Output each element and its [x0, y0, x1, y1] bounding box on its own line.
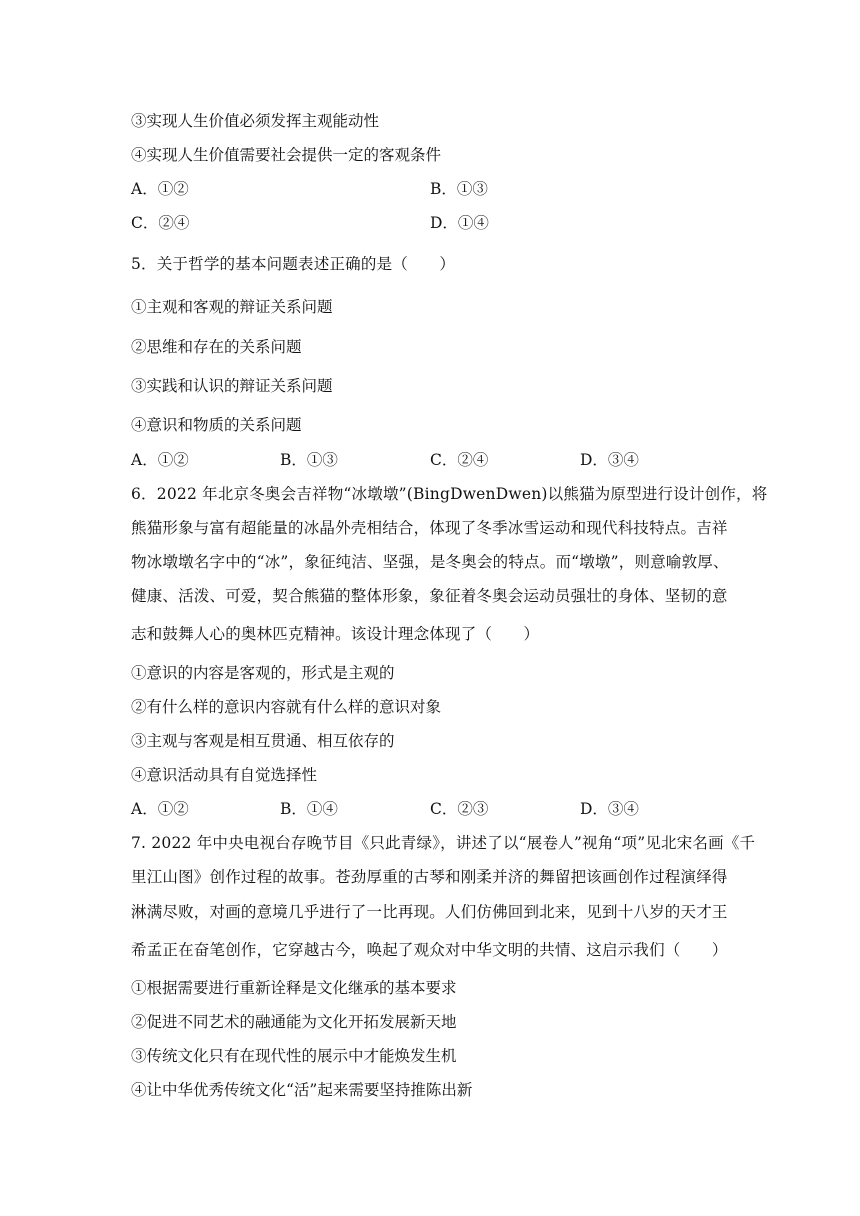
q4-option-c: C．②④ [131, 214, 190, 232]
q4-option-a: A．①② [131, 180, 189, 198]
q6-option-d: D．③④ [580, 800, 639, 818]
q6-item-4: ④意识活动具有自觉选择性 [131, 766, 318, 784]
q6-stem-line: 熊猫形象与富有超能量的冰晶外壳相结合，体现了冬季冰雪运动和现代科技特点。吉祥 [131, 519, 728, 537]
q7-item-4: ④让中华优秀传统文化“活”起来需要坚持推陈出新 [131, 1081, 473, 1099]
q6-option-a: A．①② [131, 800, 189, 818]
q5-option-c: C．②④ [430, 451, 489, 469]
q4-option-b: B．①③ [430, 180, 488, 198]
q7-stem-line: 希孟正在奋笔创作，它穿越古今，唤起了观众对中华文明的共情、这启示我们（ ） [131, 941, 728, 959]
q5-stem: 5．关于哲学的基本问题表述正确的是（ ） [131, 255, 456, 273]
q5-item-4: ④意识和物质的关系问题 [131, 416, 302, 434]
q7-stem-line: 里江山图》创作过程的故事。苍劲厚重的古琴和刚柔并济的舞留把该画创作过程演绎得 [131, 868, 728, 886]
q6-option-b: B．①④ [280, 800, 338, 818]
q6-stem-line: 健康、活泼、可爱，契合熊猫的整体形象，象征着冬奥会运动员强壮的身体、坚韧的意 [131, 587, 728, 605]
q5-item-3: ③实践和认识的辩证关系问题 [131, 377, 333, 395]
q6-item-2: ②有什么样的意识内容就有什么样的意识对象 [131, 698, 442, 716]
q6-item-3: ③主观与客观是相互贯通、相互依存的 [131, 732, 395, 750]
q5-option-a: A．①② [131, 451, 189, 469]
q7-item-1: ①根据需要进行重新诠释是文化继承的基本要求 [131, 979, 457, 997]
q6-stem-line: 物冰墩墩名字中的“冰”，象征纯洁、坚强，是冬奥会的特点。而“墩墩”，则意喻敦厚、 [131, 553, 729, 571]
q4-item-4: ④实现人生价值需要社会提供一定的客观条件 [131, 146, 442, 164]
q6-stem-line: 6．2022 年北京冬奥会吉祥物“冰墩墩”(BingDwenDwen)以熊猫为原型进行设计创作，将 [131, 485, 768, 503]
q5-option-b: B．①③ [280, 451, 338, 469]
q5-item-1: ①主观和客观的辩证关系问题 [131, 298, 333, 316]
q4-item-3: ③实现人生价值必须发挥主观能动性 [131, 112, 380, 130]
q6-item-1: ①意识的内容是客观的，形式是主观的 [131, 664, 395, 682]
q7-item-3: ③传统文化只有在现代性的展示中才能焕发生机 [131, 1047, 457, 1065]
q7-stem-line: 7. 2022 年中央电视台存晚节目《只此青绿》，讲述了以“展卷人”视角“项”见北宋名画《千 [131, 834, 756, 852]
q7-stem-line: 淋满尽败，对画的意境几乎进行了一比再现。人们仿佛回到北来，见到十八岁的天才王 [131, 903, 728, 921]
q7-item-2: ②促进不同艺术的融通能为文化开拓发展新天地 [131, 1013, 457, 1031]
q4-option-d: D．①④ [430, 214, 489, 232]
q6-stem-line: 志和鼓舞人心的奥林匹克精神。该设计理念体现了（ ） [131, 625, 540, 643]
q6-option-c: C．②③ [430, 800, 489, 818]
q5-item-2: ②思维和存在的关系问题 [131, 338, 302, 356]
q5-option-d: D．③④ [580, 451, 639, 469]
